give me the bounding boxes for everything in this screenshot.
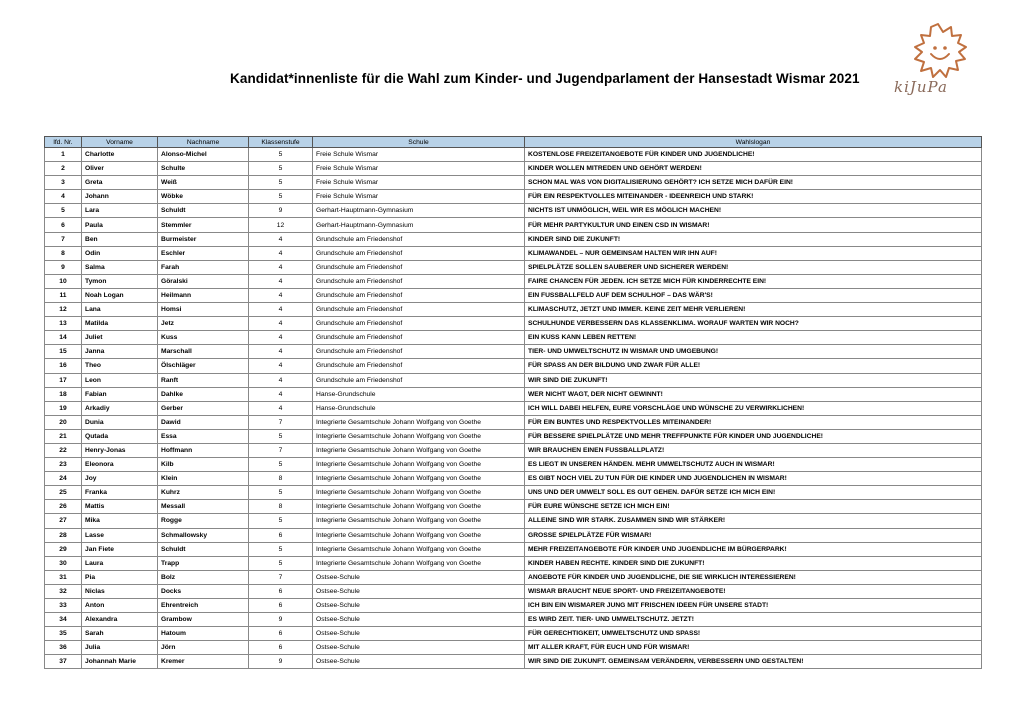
cell-vorname: Johann xyxy=(82,190,158,204)
cell-vorname: Laura xyxy=(82,556,158,570)
table-row xyxy=(45,613,982,627)
cell-schule: Integrierte Gesamtschule Johann Wolfgang von Goethe xyxy=(313,486,525,500)
table-row xyxy=(45,584,982,598)
table-header-row xyxy=(45,137,982,148)
table-row xyxy=(45,204,982,218)
cell-stufe: 4 xyxy=(249,373,313,387)
cell-schule: Freie Schule Wismar xyxy=(313,190,525,204)
cell-nachname: Wöbke xyxy=(158,190,249,204)
cell-schule: Hanse-Grundschule xyxy=(313,401,525,415)
cell-vorname: Eleonora xyxy=(82,458,158,472)
cell-vorname: Lara xyxy=(82,204,158,218)
cell-stufe: 6 xyxy=(249,528,313,542)
cell-slogan: UNS UND DER UMWELT SOLL ES GUT GEHEN. DAFÜR SETZE ICH MICH EIN! xyxy=(525,486,982,500)
cell-slogan: EIN FUSSBALLFELD AUF DEM SCHULHOF – DAS WÄR'S! xyxy=(525,288,982,302)
table-row xyxy=(45,599,982,613)
cell-stufe: 5 xyxy=(249,556,313,570)
cell-nr: 23 xyxy=(45,458,82,472)
cell-nachname: Schulte xyxy=(158,162,249,176)
cell-schule: Gerhart-Hauptmann-Gymnasium xyxy=(313,204,525,218)
cell-vorname: Lasse xyxy=(82,528,158,542)
cell-nr: 32 xyxy=(45,584,82,598)
cell-schule: Integrierte Gesamtschule Johann Wolfgang von Goethe xyxy=(313,514,525,528)
cell-stufe: 4 xyxy=(249,303,313,317)
table-row xyxy=(45,218,982,232)
cell-vorname: Alexandra xyxy=(82,613,158,627)
cell-slogan: WER NICHT WAGT, DER NICHT GEWINNT! xyxy=(525,387,982,401)
cell-slogan: ANGEBOTE FÜR KINDER UND JUGENDLICHE, DIE SIE WIRKLICH INTERESSIEREN! xyxy=(525,570,982,584)
cell-vorname: Fabian xyxy=(82,387,158,401)
cell-vorname: Julia xyxy=(82,641,158,655)
cell-schule: Grundschule am Friedenshof xyxy=(313,359,525,373)
cell-schule: Grundschule am Friedenshof xyxy=(313,373,525,387)
cell-nr: 1 xyxy=(45,148,82,162)
cell-slogan: EIN KUSS KANN LEBEN RETTEN! xyxy=(525,331,982,345)
cell-vorname: Sarah xyxy=(82,627,158,641)
cell-nachname: Jörn xyxy=(158,641,249,655)
cell-nachname: Schmallowsky xyxy=(158,528,249,542)
cell-schule: Integrierte Gesamtschule Johann Wolfgang von Goethe xyxy=(313,500,525,514)
cell-slogan: WIR SIND DIE ZUKUNFT. GEMEINSAM VERÄNDERN, VERBESSERN UND GESTALTEN! xyxy=(525,655,982,669)
cell-schule: Ostsee-Schule xyxy=(313,599,525,613)
table-row xyxy=(45,317,982,331)
cell-slogan: SCHULHUNDE VERBESSERN DAS KLASSENKLIMA. WORAUF WARTEN WIR NOCH? xyxy=(525,317,982,331)
table-row xyxy=(45,387,982,401)
table-row xyxy=(45,359,982,373)
cell-nachname: Marschall xyxy=(158,345,249,359)
cell-nr: 31 xyxy=(45,570,82,584)
cell-nr: 18 xyxy=(45,387,82,401)
smiling-sun-icon xyxy=(893,22,985,82)
cell-nr: 19 xyxy=(45,401,82,415)
table-row xyxy=(45,303,982,317)
cell-nr: 17 xyxy=(45,373,82,387)
cell-schule: Grundschule am Friedenshof xyxy=(313,232,525,246)
header-vorname: Vorname xyxy=(82,137,158,148)
table-row xyxy=(45,528,982,542)
cell-schule: Grundschule am Friedenshof xyxy=(313,303,525,317)
cell-slogan: FÜR MEHR PARTYKULTUR UND EINEN CSD IN WISMAR! xyxy=(525,218,982,232)
cell-vorname: Mattis xyxy=(82,500,158,514)
cell-slogan: FAIRE CHANCEN FÜR JEDEN. ICH SETZE MICH FÜR KINDERRECHTE EIN! xyxy=(525,274,982,288)
table-row xyxy=(45,627,982,641)
cell-stufe: 4 xyxy=(249,232,313,246)
cell-nachname: Klein xyxy=(158,472,249,486)
cell-schule: Ostsee-Schule xyxy=(313,584,525,598)
table-row xyxy=(45,190,982,204)
cell-stufe: 8 xyxy=(249,500,313,514)
table-row xyxy=(45,556,982,570)
cell-vorname: Johannah Marie xyxy=(82,655,158,669)
cell-nr: 3 xyxy=(45,176,82,190)
cell-nr: 25 xyxy=(45,486,82,500)
cell-schule: Integrierte Gesamtschule Johann Wolfgang von Goethe xyxy=(313,542,525,556)
header-wahlslogan: Wahlslogan xyxy=(525,137,982,148)
cell-nr: 10 xyxy=(45,274,82,288)
cell-schule: Integrierte Gesamtschule Johann Wolfgang von Goethe xyxy=(313,415,525,429)
cell-schule: Integrierte Gesamtschule Johann Wolfgang von Goethe xyxy=(313,528,525,542)
cell-schule: Integrierte Gesamtschule Johann Wolfgang von Goethe xyxy=(313,458,525,472)
cell-stufe: 4 xyxy=(249,317,313,331)
cell-nachname: Jetz xyxy=(158,317,249,331)
cell-vorname: Noah Logan xyxy=(82,288,158,302)
header-nachname: Nachname xyxy=(158,137,249,148)
table-row xyxy=(45,288,982,302)
cell-slogan: ES WIRD ZEIT. TIER- UND UMWELTSCHUTZ. JETZT! xyxy=(525,613,982,627)
table-row xyxy=(45,246,982,260)
table-row xyxy=(45,655,982,669)
table-row xyxy=(45,429,982,443)
cell-stufe: 5 xyxy=(249,190,313,204)
cell-schule: Grundschule am Friedenshof xyxy=(313,260,525,274)
cell-nr: 11 xyxy=(45,288,82,302)
table-row xyxy=(45,472,982,486)
cell-nr: 27 xyxy=(45,514,82,528)
cell-slogan: WIR BRAUCHEN EINEN FUSSBALLPLATZ! xyxy=(525,443,982,457)
cell-nachname: Dawid xyxy=(158,415,249,429)
cell-slogan: FÜR SPASS AN DER BILDUNG UND ZWAR FÜR ALLE! xyxy=(525,359,982,373)
table-row xyxy=(45,514,982,528)
cell-stufe: 7 xyxy=(249,443,313,457)
cell-nr: 4 xyxy=(45,190,82,204)
cell-stufe: 5 xyxy=(249,429,313,443)
cell-stufe: 6 xyxy=(249,627,313,641)
cell-nr: 14 xyxy=(45,331,82,345)
cell-nachname: Ehrentreich xyxy=(158,599,249,613)
cell-schule: Grundschule am Friedenshof xyxy=(313,331,525,345)
table-row xyxy=(45,486,982,500)
cell-schule: Grundschule am Friedenshof xyxy=(313,274,525,288)
cell-stufe: 9 xyxy=(249,204,313,218)
cell-nachname: Kilb xyxy=(158,458,249,472)
cell-schule: Grundschule am Friedenshof xyxy=(313,345,525,359)
cell-stufe: 7 xyxy=(249,570,313,584)
cell-vorname: Tymon xyxy=(82,274,158,288)
cell-schule: Integrierte Gesamtschule Johann Wolfgang von Goethe xyxy=(313,472,525,486)
table-row xyxy=(45,401,982,415)
cell-stufe: 5 xyxy=(249,458,313,472)
cell-vorname: Mika xyxy=(82,514,158,528)
cell-stufe: 5 xyxy=(249,176,313,190)
cell-vorname: Paula xyxy=(82,218,158,232)
cell-nr: 16 xyxy=(45,359,82,373)
cell-nr: 33 xyxy=(45,599,82,613)
table-row xyxy=(45,500,982,514)
cell-slogan: WISMAR BRAUCHT NEUE SPORT- UND FREIZEITANGEBOTE! xyxy=(525,584,982,598)
cell-vorname: Joy xyxy=(82,472,158,486)
cell-stufe: 9 xyxy=(249,655,313,669)
cell-nr: 8 xyxy=(45,246,82,260)
cell-slogan: FÜR EIN BUNTES UND RESPEKTVOLLES MITEINANDER! xyxy=(525,415,982,429)
cell-nachname: Docks xyxy=(158,584,249,598)
header-nr: lfd. Nr. xyxy=(45,137,82,148)
cell-vorname: Matilda xyxy=(82,317,158,331)
cell-nachname: Essa xyxy=(158,429,249,443)
cell-slogan: SCHON MAL WAS VON DIGITALISIERUNG GEHÖRT? ICH SETZE MICH DAFÜR EIN! xyxy=(525,176,982,190)
cell-nachname: Weiß xyxy=(158,176,249,190)
cell-slogan: MEHR FREIZEITANGEBOTE FÜR KINDER UND JUGENDLICHE IM BÜRGERPARK! xyxy=(525,542,982,556)
header-schule: Schule xyxy=(313,137,525,148)
cell-schule: Grundschule am Friedenshof xyxy=(313,288,525,302)
cell-slogan: MIT ALLER KRAFT, FÜR EUCH UND FÜR WISMAR! xyxy=(525,641,982,655)
cell-schule: Freie Schule Wismar xyxy=(313,148,525,162)
cell-nachname: Burmeister xyxy=(158,232,249,246)
cell-schule: Gerhart-Hauptmann-Gymnasium xyxy=(313,218,525,232)
cell-slogan: WIR SIND DIE ZUKUNFT! xyxy=(525,373,982,387)
cell-vorname: Odin xyxy=(82,246,158,260)
cell-stufe: 9 xyxy=(249,613,313,627)
cell-vorname: Niclas xyxy=(82,584,158,598)
table-row xyxy=(45,415,982,429)
cell-vorname: Charlotte xyxy=(82,148,158,162)
cell-nachname: Schuldt xyxy=(158,204,249,218)
cell-nr: 36 xyxy=(45,641,82,655)
cell-schule: Ostsee-Schule xyxy=(313,570,525,584)
cell-schule: Freie Schule Wismar xyxy=(313,176,525,190)
cell-schule: Integrierte Gesamtschule Johann Wolfgang von Goethe xyxy=(313,443,525,457)
cell-nachname: Rogge xyxy=(158,514,249,528)
cell-vorname: Leon xyxy=(82,373,158,387)
page-title: Kandidat*innenliste für die Wahl zum Kinder- und Jugendparlament der Hansestadt Wismar 2021 xyxy=(230,71,860,86)
cell-vorname: Jan Fiete xyxy=(82,542,158,556)
cell-stufe: 8 xyxy=(249,472,313,486)
cell-stufe: 6 xyxy=(249,599,313,613)
cell-slogan: ALLEINE SIND WIR STARK. ZUSAMMEN SIND WIR STÄRKER! xyxy=(525,514,982,528)
cell-stufe: 4 xyxy=(249,246,313,260)
cell-slogan: KLIMAWANDEL – NUR GEMEINSAM HALTEN WIR IHN AUF! xyxy=(525,246,982,260)
cell-schule: Integrierte Gesamtschule Johann Wolfgang von Goethe xyxy=(313,556,525,570)
cell-nachname: Kuhrz xyxy=(158,486,249,500)
cell-nachname: Stemmler xyxy=(158,218,249,232)
cell-nr: 5 xyxy=(45,204,82,218)
cell-nr: 24 xyxy=(45,472,82,486)
cell-slogan: GROSSE SPIELPLÄTZE FÜR WISMAR! xyxy=(525,528,982,542)
cell-nachname: Grambow xyxy=(158,613,249,627)
cell-nr: 13 xyxy=(45,317,82,331)
cell-stufe: 4 xyxy=(249,331,313,345)
cell-stufe: 5 xyxy=(249,514,313,528)
cell-slogan: FÜR BESSERE SPIELPLÄTZE UND MEHR TREFFPUNKTE FÜR KINDER UND JUGENDLICHE! xyxy=(525,429,982,443)
cell-nr: 12 xyxy=(45,303,82,317)
cell-slogan: FÜR EURE WÜNSCHE SETZE ICH MICH EIN! xyxy=(525,500,982,514)
cell-nr: 9 xyxy=(45,260,82,274)
cell-nachname: Homsi xyxy=(158,303,249,317)
cell-slogan: KLIMASCHUTZ, JETZT UND IMMER. KEINE ZEIT MEHR VERLIEREN! xyxy=(525,303,982,317)
cell-slogan: KINDER HABEN RECHTE. KINDER SIND DIE ZUKUNFT! xyxy=(525,556,982,570)
cell-stufe: 12 xyxy=(249,218,313,232)
cell-nr: 35 xyxy=(45,627,82,641)
cell-schule: Integrierte Gesamtschule Johann Wolfgang von Goethe xyxy=(313,429,525,443)
cell-vorname: Arkadiy xyxy=(82,401,158,415)
cell-nachname: Dahlke xyxy=(158,387,249,401)
cell-schule: Grundschule am Friedenshof xyxy=(313,246,525,260)
cell-nachname: Kremer xyxy=(158,655,249,669)
table-row xyxy=(45,232,982,246)
table-row xyxy=(45,542,982,556)
cell-nachname: Hatoum xyxy=(158,627,249,641)
cell-stufe: 7 xyxy=(249,415,313,429)
cell-stufe: 6 xyxy=(249,584,313,598)
table-row xyxy=(45,458,982,472)
cell-slogan: KINDER WOLLEN MITREDEN UND GEHÖRT WERDEN! xyxy=(525,162,982,176)
cell-nr: 30 xyxy=(45,556,82,570)
table-row xyxy=(45,176,982,190)
cell-nachname: Hoffmann xyxy=(158,443,249,457)
table-row xyxy=(45,570,982,584)
cell-nr: 20 xyxy=(45,415,82,429)
cell-slogan: NICHTS IST UNMÖGLICH, WEIL WIR ES MÖGLICH MACHEN! xyxy=(525,204,982,218)
cell-vorname: Qutada xyxy=(82,429,158,443)
cell-vorname: Oliver xyxy=(82,162,158,176)
header-klassenstufe: Klassenstufe xyxy=(249,137,313,148)
cell-vorname: Juliet xyxy=(82,331,158,345)
cell-stufe: 5 xyxy=(249,148,313,162)
cell-slogan: ICH WILL DABEI HELFEN, EURE VORSCHLÄGE UND WÜNSCHE ZU VERWIRKLICHEN! xyxy=(525,401,982,415)
cell-slogan: ES LIEGT IN UNSEREN HÄNDEN. MEHR UMWELTSCHUTZ AUCH IN WISMAR! xyxy=(525,458,982,472)
candidate-table xyxy=(44,136,982,669)
cell-nachname: Heilmann xyxy=(158,288,249,302)
cell-nr: 21 xyxy=(45,429,82,443)
cell-stufe: 4 xyxy=(249,401,313,415)
logo-text: kiJuPa xyxy=(894,78,948,96)
cell-stufe: 5 xyxy=(249,162,313,176)
cell-nr: 2 xyxy=(45,162,82,176)
cell-slogan: ICH BIN EIN WISMARER JUNG MIT FRISCHEN IDEEN FÜR UNSERE STADT! xyxy=(525,599,982,613)
cell-nr: 28 xyxy=(45,528,82,542)
cell-vorname: Salma xyxy=(82,260,158,274)
cell-vorname: Theo xyxy=(82,359,158,373)
cell-schule: Freie Schule Wismar xyxy=(313,162,525,176)
cell-vorname: Lana xyxy=(82,303,158,317)
cell-slogan: ES GIBT NOCH VIEL ZU TUN FÜR DIE KINDER UND JUGENDLICHEN IN WISMAR! xyxy=(525,472,982,486)
cell-nr: 15 xyxy=(45,345,82,359)
cell-stufe: 4 xyxy=(249,288,313,302)
cell-stufe: 4 xyxy=(249,359,313,373)
table-row xyxy=(45,331,982,345)
cell-nr: 29 xyxy=(45,542,82,556)
cell-slogan: KINDER SIND DIE ZUKUNFT! xyxy=(525,232,982,246)
cell-slogan: SPIELPLÄTZE SOLLEN SAUBERER UND SICHERER WERDEN! xyxy=(525,260,982,274)
cell-schule: Ostsee-Schule xyxy=(313,641,525,655)
cell-stufe: 4 xyxy=(249,260,313,274)
cell-nachname: Ölschläger xyxy=(158,359,249,373)
cell-nachname: Ranft xyxy=(158,373,249,387)
cell-stufe: 4 xyxy=(249,387,313,401)
table-row xyxy=(45,274,982,288)
table-row xyxy=(45,373,982,387)
cell-schule: Ostsee-Schule xyxy=(313,613,525,627)
cell-nr: 7 xyxy=(45,232,82,246)
cell-vorname: Anton xyxy=(82,599,158,613)
cell-nachname: Gerber xyxy=(158,401,249,415)
table-row xyxy=(45,148,982,162)
table-row xyxy=(45,443,982,457)
cell-nr: 37 xyxy=(45,655,82,669)
cell-vorname: Franka xyxy=(82,486,158,500)
cell-schule: Hanse-Grundschule xyxy=(313,387,525,401)
cell-vorname: Pia xyxy=(82,570,158,584)
cell-nr: 6 xyxy=(45,218,82,232)
cell-vorname: Greta xyxy=(82,176,158,190)
cell-slogan: KOSTENLOSE FREIZEITANGEBOTE FÜR KINDER UND JUGENDLICHE! xyxy=(525,148,982,162)
cell-nachname: Kuss xyxy=(158,331,249,345)
cell-nachname: Schuldt xyxy=(158,542,249,556)
cell-slogan: FÜR EIN RESPEKTVOLLES MITEINANDER - IDEENREICH UND STARK! xyxy=(525,190,982,204)
cell-schule: Ostsee-Schule xyxy=(313,627,525,641)
cell-nachname: Göralski xyxy=(158,274,249,288)
table-row xyxy=(45,260,982,274)
cell-nachname: Eschler xyxy=(158,246,249,260)
cell-schule: Ostsee-Schule xyxy=(313,655,525,669)
cell-nachname: Messall xyxy=(158,500,249,514)
cell-schule: Grundschule am Friedenshof xyxy=(313,317,525,331)
cell-nachname: Bolz xyxy=(158,570,249,584)
cell-nachname: Farah xyxy=(158,260,249,274)
table-row xyxy=(45,345,982,359)
cell-vorname: Janna xyxy=(82,345,158,359)
cell-stufe: 6 xyxy=(249,641,313,655)
cell-slogan: FÜR GERECHTIGKEIT, UMWELTSCHUTZ UND SPASS! xyxy=(525,627,982,641)
cell-stufe: 5 xyxy=(249,542,313,556)
cell-slogan: TIER- UND UMWELTSCHUTZ IN WISMAR UND UMGEBUNG! xyxy=(525,345,982,359)
cell-nachname: Trapp xyxy=(158,556,249,570)
cell-vorname: Ben xyxy=(82,232,158,246)
cell-vorname: Dunia xyxy=(82,415,158,429)
cell-stufe: 4 xyxy=(249,274,313,288)
cell-stufe: 4 xyxy=(249,345,313,359)
cell-stufe: 5 xyxy=(249,486,313,500)
cell-nachname: Alonso-Michel xyxy=(158,148,249,162)
cell-nr: 26 xyxy=(45,500,82,514)
cell-vorname: Henry-Jonas xyxy=(82,443,158,457)
table-row xyxy=(45,162,982,176)
cell-nr: 22 xyxy=(45,443,82,457)
table-row xyxy=(45,641,982,655)
cell-nr: 34 xyxy=(45,613,82,627)
